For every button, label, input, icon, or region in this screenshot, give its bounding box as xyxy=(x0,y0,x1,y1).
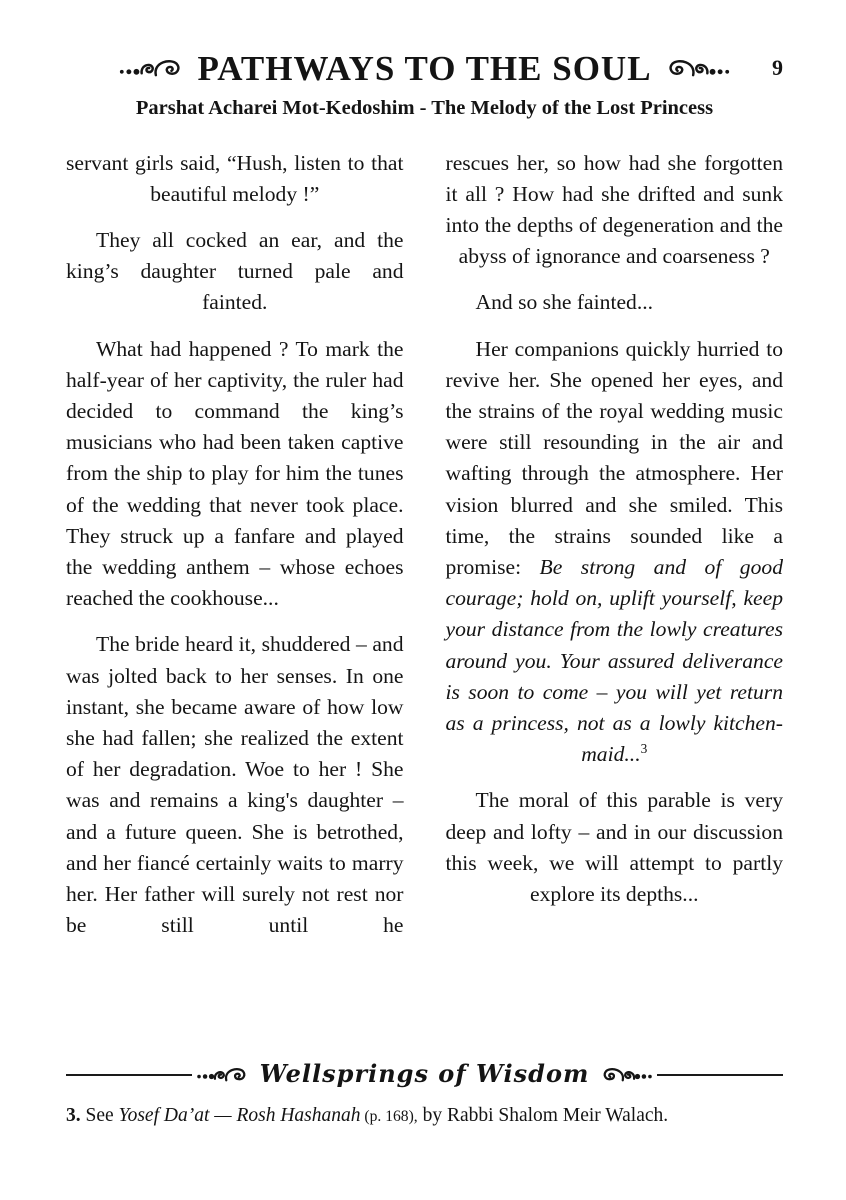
text-segment: servant girls said, “Hush, listen to that beautiful melody !” xyxy=(66,150,404,206)
footnote-marker: 3 xyxy=(640,741,648,757)
column-left xyxy=(66,148,404,1064)
paragraph xyxy=(66,225,404,319)
footer-rule-right xyxy=(657,1074,783,1076)
paragraph xyxy=(446,148,784,273)
paragraph xyxy=(66,148,404,210)
page-header xyxy=(66,0,783,121)
page-subtitle: Parshat Acharei Mot-Kedoshim - The Melody of the Lost Princess xyxy=(135,97,714,119)
paragraph xyxy=(66,629,404,941)
text-segment: by Rabbi Shalom Meir Walach. xyxy=(417,1105,669,1126)
footer-banner-title: Wellsprings of Wisdom xyxy=(259,1058,590,1088)
text-segment: The bride heard it, shuddered – and was jolted back to her senses. In one instant, she became aware of how low she had fallen; she realized the extent of her degradation. Woe to her ! She was and remains a king's daughter – and a future queen. She is betrothed, and her fiancé certainly waits to marry her. Her father will surely not rest nor be still until he xyxy=(66,632,404,938)
text-segment: See xyxy=(80,1105,119,1126)
text-segment: (p. 168), xyxy=(360,1108,418,1125)
column-right xyxy=(446,148,784,1064)
header-flourish-right-icon xyxy=(661,56,731,81)
header-flourish-left-icon xyxy=(118,56,188,81)
text-segment: Her companions quickly hurried to revive her. She opened her eyes, and the strains of the royal wedding music were still resounding in the air and wafting through the atmosphere. Her vision blurred and she smiled. This time, the strains sounded like a promise: xyxy=(445,336,783,579)
text-segment: Be strong and of good courage; hold on, uplift yourself, keep your distance from the lowly creatures around you. Your assured deliverance is soon to come – you will yet return as a princess, not as a lowly kitchen-maid... xyxy=(445,555,783,767)
page-footer xyxy=(66,1058,783,1128)
text-segment: And so she fainted... xyxy=(475,290,654,315)
text-segment: Yosef Da’at — Rosh Hashanah xyxy=(118,1105,361,1126)
paragraph xyxy=(66,334,404,615)
text-segment: They all cocked an ear, and the king’s daughter turned pale and fainted. xyxy=(66,227,404,315)
text-columns xyxy=(66,148,783,1064)
footer-banner xyxy=(66,1058,783,1092)
text-segment: What had happened ? To mark the half-year of her captivity, the ruler had decided to command the king’s musicians who had been taken captive from the ship to play for him the tunes of the wedding that never took place. They struck up a fanfare and played the wedding anthem – whose echoes reached the cookhouse... xyxy=(66,336,404,611)
paragraph xyxy=(446,785,784,910)
text-segment: 3. xyxy=(66,1105,81,1126)
paragraph xyxy=(446,287,784,318)
footnote xyxy=(66,1103,783,1128)
page-number: 9 xyxy=(772,55,783,80)
text-segment: rescues her, so how had she forgotten it all ? How had she drifted and sunk into the depths of degeneration and the abyss of ignorance and coarseness ? xyxy=(445,150,783,269)
footer-rule-left xyxy=(66,1074,192,1076)
footer-flourish-left-icon xyxy=(196,1065,252,1085)
text-segment: The moral of this parable is very deep and lofty – and in our discussion this week, we will attempt to partly explore its depths... xyxy=(445,788,783,907)
paragraph xyxy=(446,334,784,771)
page-title: PATHWAYS TO THE SOUL xyxy=(197,48,652,88)
footer-flourish-right-icon xyxy=(597,1065,653,1085)
title-row xyxy=(66,46,783,90)
